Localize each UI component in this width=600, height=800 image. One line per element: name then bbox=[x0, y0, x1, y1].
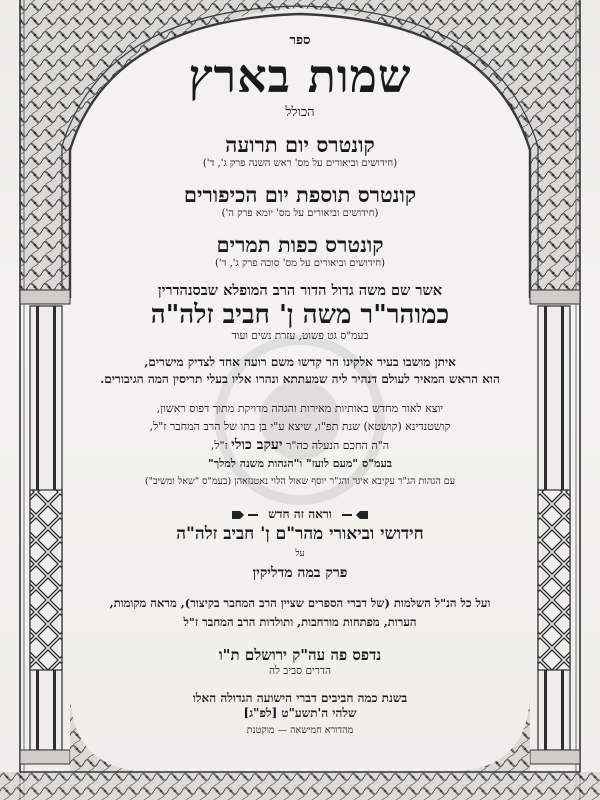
new-note-text: וראה זה חדש bbox=[268, 507, 332, 521]
new-title: חידושי וביאורי מהר"ם ן' חביב זלה"ה bbox=[176, 524, 424, 544]
addition-line-1: ועל כל הנ"ל השלמות (של דברי הספרים שציין הרב המחבר בקיצור), מראה מקומות, bbox=[109, 596, 491, 610]
al-label: על bbox=[295, 549, 305, 559]
pointing-hand-left-icon bbox=[342, 508, 372, 522]
year-line-1: בשנת כמה חביבים דברי הישועה הגדולה האלו bbox=[192, 691, 408, 705]
history-line-3-pre: ה"ה החכם הנעלה כה"ר bbox=[286, 439, 390, 452]
praise-line-2: הוא הראש המאיר לעולם דנהיר ליה שמעתתא ונהרו אליו בעלי תריסין המה הגיבורים. bbox=[100, 372, 500, 386]
addition-block bbox=[70, 594, 530, 632]
perek-title: פרק במה מדליקין bbox=[252, 565, 348, 581]
kuntres-note-2: (חידושים וביאורים על מס' יומא פרק ה') bbox=[221, 208, 379, 219]
kuntres-note-1: (חידושים וביאורים על מס' ראש השנה פרק ג', ד') bbox=[202, 158, 398, 169]
addition-line-2: הערות, מפתחות מורחבות, ותולדות הרב המחבר ז"ל bbox=[183, 615, 417, 629]
history-line-3 bbox=[70, 436, 530, 455]
kuntres-title-1: קונטרס יום תרועה bbox=[225, 132, 375, 157]
history-line-2: קושטנדינא (קושטא) שנת תפ"ו, שיצא ע"י בן בתו של הרב המחבר ז"ל, bbox=[149, 420, 451, 433]
book-title: שמות בארץ bbox=[188, 49, 412, 103]
kuntres-title-2: קונטרס תוספת יום הכיפורים bbox=[183, 182, 417, 207]
pointing-hand-right-icon bbox=[228, 508, 258, 522]
glosses-line: עם הגהות הג"ר עקיבא איגר והג"ר יוסף שאול הלוי נאטנזאהן (בעמ"ס "שאל ומשיב") bbox=[144, 476, 456, 487]
author-works: בעמ"ס גט פשוט, עזרת נשים ועוד bbox=[231, 330, 369, 342]
history-line-4: בעמ"ס "מעם לועז" ו"הגהות משנה למלך" bbox=[207, 457, 393, 470]
kuntres-title-3: קונטרס כפות תמרים bbox=[216, 232, 384, 257]
history-line-3-name: יעקב כולי bbox=[231, 437, 283, 453]
year-line-2: שלהי ה'תשע"ט [לפ"ג] bbox=[243, 706, 357, 720]
history-line-3-post: ז"ל, bbox=[210, 439, 228, 452]
title-text-block bbox=[70, 30, 530, 790]
hakolel-label: הכולל bbox=[285, 105, 315, 120]
kuntres-note-3: (חידושים וביאורים על מס' סוכה פרק ג', ד') bbox=[214, 258, 386, 269]
praise-block bbox=[70, 354, 530, 388]
praise-line-1: איתן מושבו בעיר אלקינו הר קדשו משם רועה אחד לצדיק מישרים, bbox=[144, 355, 456, 369]
author-name: כמוהר"ר משה ן' חביב זלה"ה bbox=[150, 300, 450, 330]
history-line-1: יוצא לאור מחדש באותיות מאירות והגהה מדויקת מתוך דפוס ראשון, bbox=[156, 402, 444, 415]
new-note-row bbox=[70, 507, 530, 522]
author-intro: אשר שם משה גדול הדור הרב המופלא שבסנהדרין bbox=[157, 282, 443, 299]
printed-sub: הדרים סביב לה bbox=[268, 665, 332, 677]
sefer-label: ספר bbox=[289, 33, 311, 48]
edition-note: מהדורא חמישאה — מוקטנת bbox=[246, 725, 354, 736]
printed-place: נדפס פה עה"ק ירושלם ת"ו bbox=[218, 646, 382, 664]
history-block bbox=[70, 400, 530, 491]
